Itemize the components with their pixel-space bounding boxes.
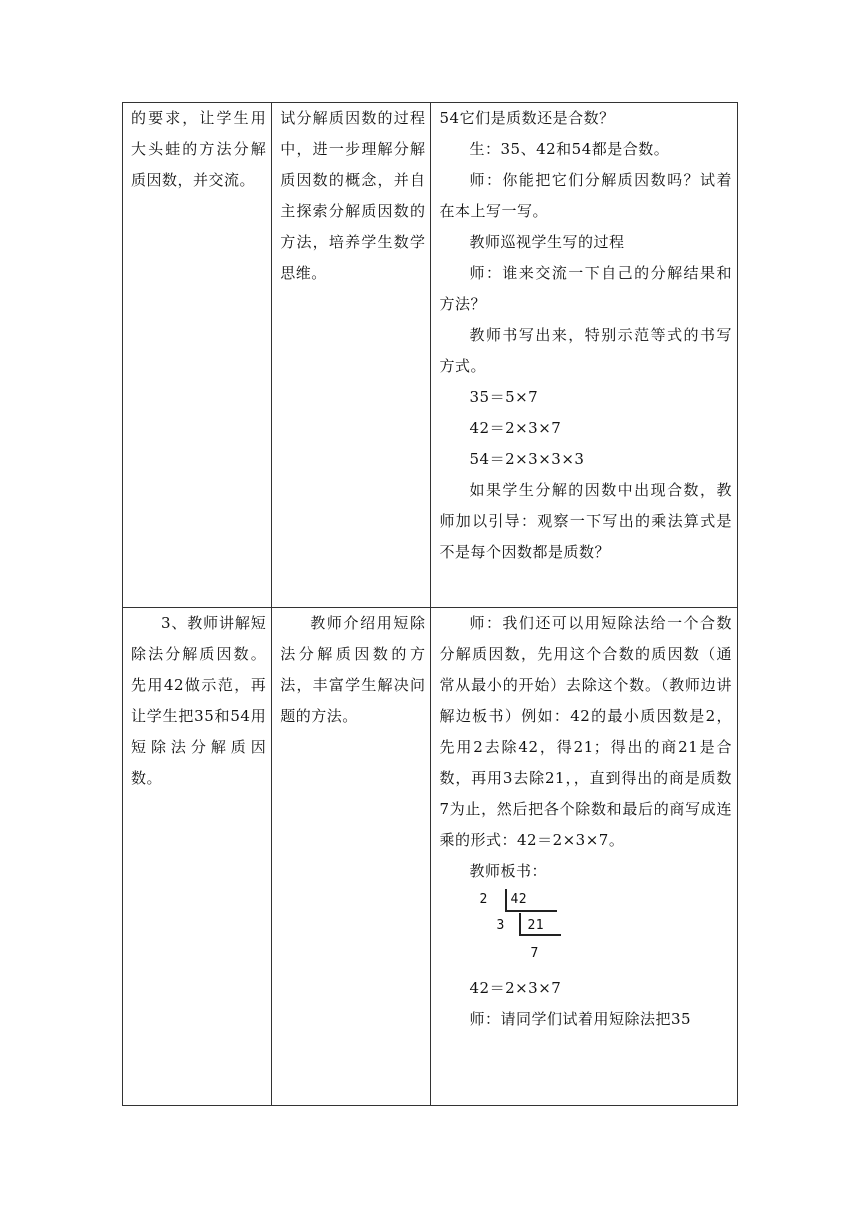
lesson-plan-table	[122, 102, 738, 1106]
process-paragraph: 教师书写出来，特别示范等式的书写方式。	[439, 326, 732, 375]
division-bracket	[505, 889, 507, 911]
activity-text: 的要求，让学生用大头蛙的方法分解质因数，并交流。	[131, 109, 267, 189]
short-division-diagram	[477, 887, 597, 973]
teaching-process-cell	[431, 608, 738, 1106]
process-paragraph: 教师巡视学生写的过程	[469, 233, 625, 251]
equation: 42＝2×3×7	[469, 979, 562, 997]
activity-text: 3、教师讲解短除法分解质因数。先用42做示范，再让学生把35和54用短除法分解质因数。	[131, 614, 267, 787]
process-paragraph: 师：你能把它们分解质因数吗？试着在本上写一写。	[439, 171, 732, 220]
teaching-process-cell	[431, 103, 738, 608]
process-paragraph: 生：35、42和54都是合数。	[469, 140, 670, 158]
equation: 54＝2×3×3×3	[469, 450, 585, 468]
division-bracket	[505, 910, 557, 912]
divisor-2: 2	[479, 892, 488, 907]
division-bracket	[519, 934, 561, 936]
teaching-activity-cell	[123, 103, 272, 608]
teaching-activity-cell	[123, 608, 272, 1106]
design-intent-cell	[272, 608, 431, 1106]
intent-text: 试分解质因数的过程中，进一步理解分解质因数的概念，并自主探索分解质因数的方法，培养学生数学思维。	[280, 109, 426, 282]
table-row	[123, 103, 738, 608]
process-paragraph: 师：谁来交流一下自己的分解结果和方法？	[439, 264, 732, 313]
equation: 42＝2×3×7	[469, 419, 562, 437]
design-intent-cell	[272, 103, 431, 608]
final-quotient-7: 7	[530, 946, 539, 961]
division-bracket	[519, 913, 521, 935]
table-row	[123, 608, 738, 1106]
quotient-21: 21	[527, 918, 545, 933]
intent-text: 教师介绍用短除法分解质因数的方法，丰富学生解决问题的方法。	[280, 614, 426, 725]
equation: 35＝5×7	[469, 388, 539, 406]
process-paragraph: 师：我们还可以用短除法给一个合数分解质因数，先用这个合数的质因数（通常从最小的开始）去除这个数。（教师边讲解边板书）例如：42的最小质因数是2，先用2去除42，得21；得出的商21是合数，再用3去除21，，直到得出的商是质数7为止，然后把各个除数和最后的商写成连乘的形式：42＝2×3×7。	[439, 614, 732, 849]
process-paragraph: 师：请同学们试着用短除法把35	[469, 1010, 692, 1028]
process-paragraph: 54它们是质数还是合数？	[439, 109, 615, 127]
process-paragraph: 教师板书：	[469, 862, 547, 880]
process-paragraph: 如果学生分解的因数中出现合数，教师加以引导：观察一下写出的乘法算式是不是每个因数都是质数？	[439, 481, 732, 561]
dividend-42: 42	[510, 892, 528, 907]
divisor-3: 3	[496, 918, 505, 933]
